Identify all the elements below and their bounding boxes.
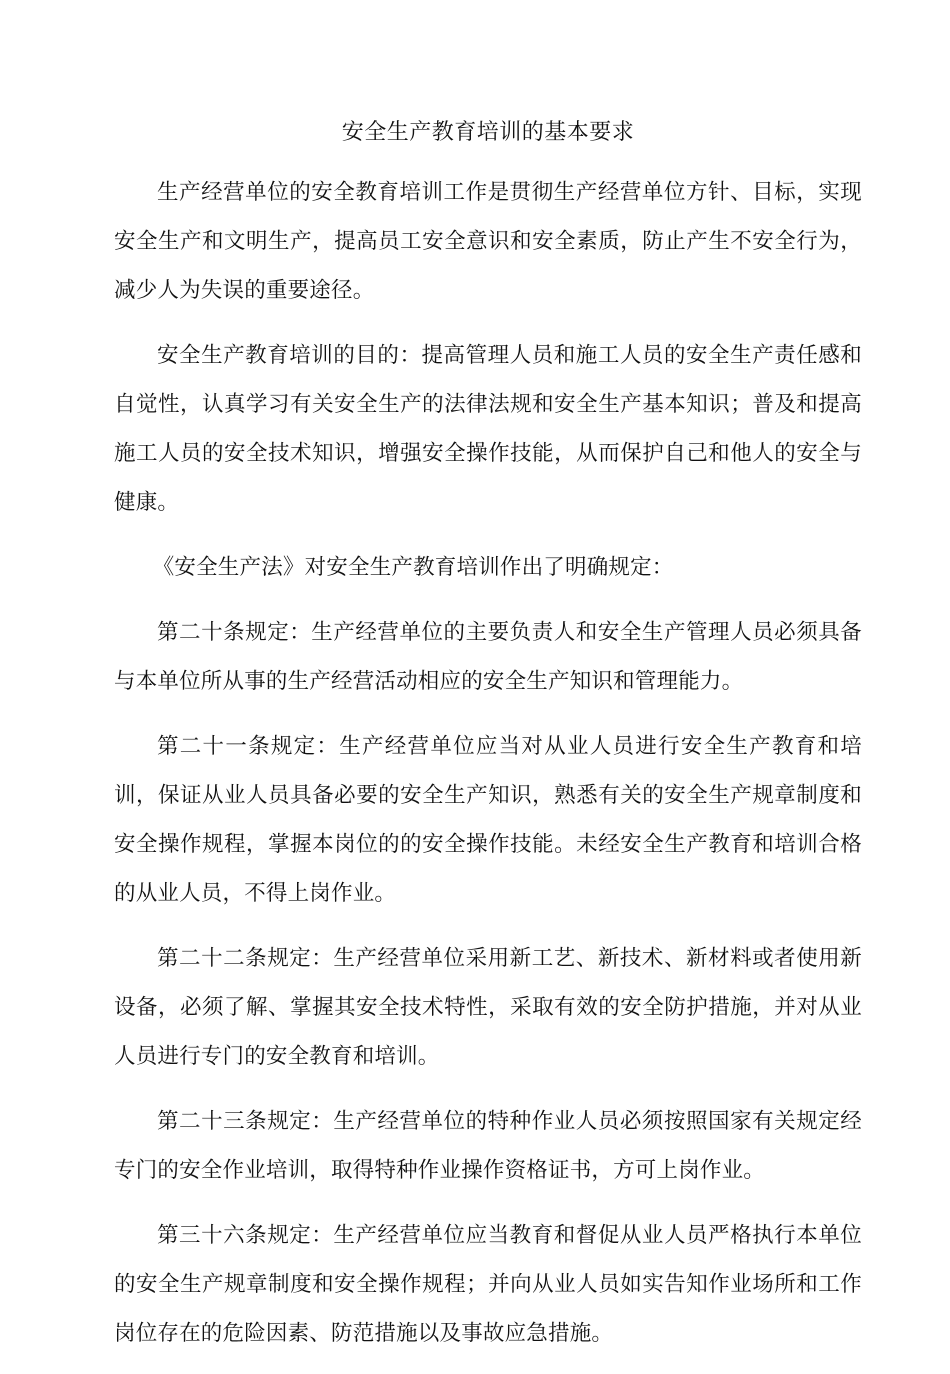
- document-body: [114, 114, 862, 1374]
- paragraph-article-22: 第二十二条规定：生产经营单位采用新工艺、新技术、新材料或者使用新设备，必须了解、掌握其安全技术特性，采取有效的安全防护措施，并对从业人员进行专门的安全教育和培训。: [114, 946, 862, 1069]
- paragraph-law-intro: 《安全生产法》对安全生产教育培训作出了明确规定：: [152, 555, 674, 580]
- paragraph-intro: 生产经营单位的安全教育培训工作是贯彻生产经营单位方针、目标，实现安全生产和文明生产，提高员工安全意识和安全素质，防止产生不安全行为，减少人为失误的重要途径。: [114, 180, 862, 303]
- document-title: 安全生产教育培训的基本要求: [341, 120, 635, 145]
- paragraph-article-36: 第三十六条规定：生产经营单位应当教育和督促从业人员严格执行本单位的安全生产规章制度和安全操作规程；并向从业人员如实告知作业场所和工作岗位存在的危险因素、防范措施以及事故应急措施。: [114, 1223, 862, 1346]
- paragraph-article-21: 第二十一条规定：生产经营单位应当对从业人员进行安全生产教育和培训，保证从业人员具备必要的安全生产知识，熟悉有关的安全生产规章制度和安全操作规程，掌握本岗位的的安全操作技能。未经安全生产教育和培训合格的从业人员，不得上岗作业。: [114, 734, 862, 906]
- paragraph-article-23: 第二十三条规定：生产经营单位的特种作业人员必须按照国家有关规定经专门的安全作业培训，取得特种作业操作资格证书，方可上岗作业。: [114, 1109, 862, 1183]
- paragraph-purpose: 安全生产教育培训的目的：提高管理人员和施工人员的安全生产责任感和自觉性，认真学习有关安全生产的法律法规和安全生产基本知识；普及和提高施工人员的安全技术知识，增强安全操作技能，从而保护自己和他人的安全与健康。: [114, 343, 862, 515]
- paragraph-article-20: 第二十条规定：生产经营单位的主要负责人和安全生产管理人员必须具备与本单位所从事的生产经营活动相应的安全生产知识和管理能力。: [114, 620, 862, 694]
